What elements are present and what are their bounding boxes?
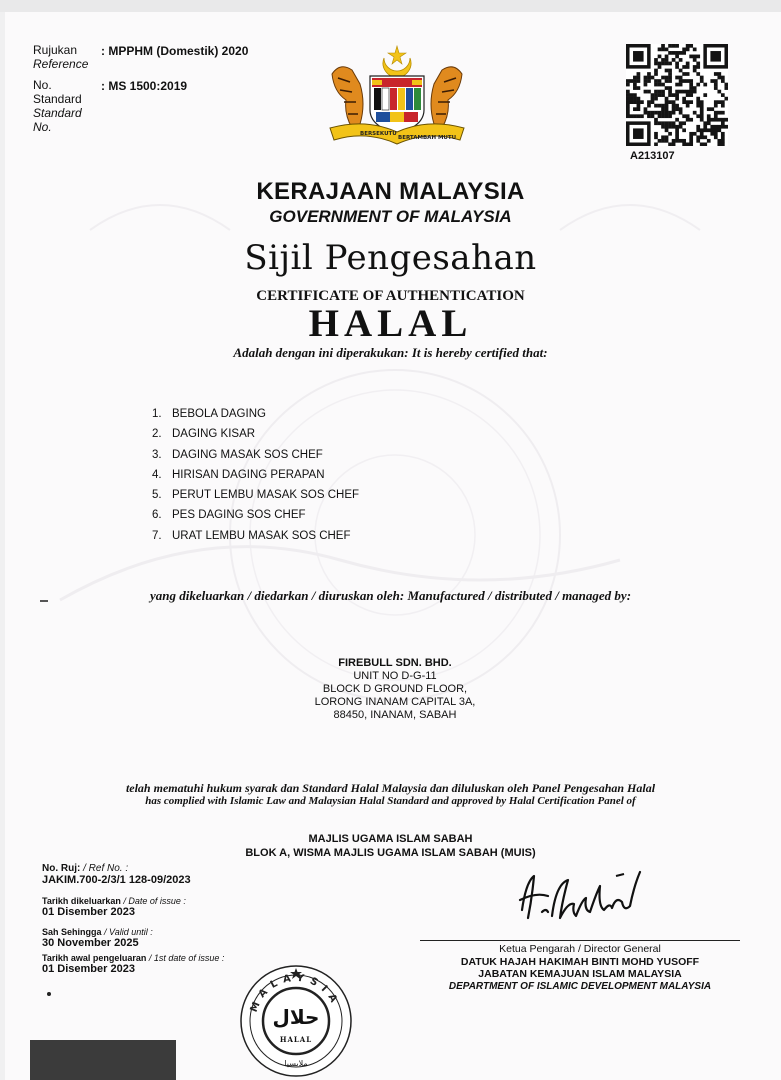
logo-ring-text: MALAYSIA	[248, 972, 342, 1014]
certified-that-statement: Adalah dengan ini diperakukan: It is hereby certified that:	[233, 345, 548, 360]
list-item: 5. PERUT LEMBU MASAK SOS CHEF	[152, 489, 360, 502]
certifying-body-name: MAJLIS UGAMA ISLAM SABAH	[308, 833, 473, 845]
ref-no-value: JAKIM.700-2/3/1 128-09/2023	[42, 874, 191, 886]
ref-no-block	[42, 863, 191, 886]
address-line: UNIT NO D-G-11	[353, 670, 437, 682]
redaction-block	[30, 1040, 176, 1080]
issue-date-label: Tarikh dikeluarkan	[42, 896, 121, 906]
certifying-body-address: BLOK A, WISMA MAJLIS UGAMA ISLAM SABAH (MUIS)	[245, 847, 536, 859]
manufacturer-statement: yang dikeluarkan / diedarkan / diuruskan oleh: Manufactured / distributed / managed by:	[149, 588, 632, 603]
issue-date-block	[42, 896, 186, 918]
left-edge-shade	[0, 12, 5, 1080]
qr-code-id: A213107	[630, 150, 675, 162]
list-item: 4. HIRISAN DAGING PERAPAN	[152, 468, 325, 481]
company-address-block	[280, 657, 510, 722]
signatory-name: DATUK HAJAH HAKIMAH BINTI MOHD YUSOFF	[460, 955, 700, 968]
standard-label-italic: Standard	[33, 106, 82, 120]
department-english: DEPARTMENT OF ISLAMIC DEVELOPMENT MALAYSIA	[448, 980, 712, 992]
signatory-block	[420, 943, 740, 993]
logo-halal-word: HALAL	[279, 1035, 313, 1044]
compliance-english: has complied with Islamic Law and Malaysian Halal Standard and approved by Halal Certification Panel of	[145, 795, 636, 807]
margin-dot	[47, 992, 51, 996]
list-item: 6. PES DAGING SOS CHEF	[152, 509, 306, 522]
signatory-title: Ketua Pengarah / Director General	[499, 943, 661, 955]
title-certificate: CERTIFICATE OF AUTHENTICATION	[256, 288, 525, 304]
first-issue-label-en: / 1st date of issue :	[148, 953, 225, 963]
issue-date-label-en: / Date of issue :	[123, 896, 186, 906]
halal-logo	[238, 963, 354, 1079]
coat-of-arms-emblem	[326, 44, 468, 146]
no-label-italic: No.	[33, 120, 52, 134]
list-item: 1. BEBOLA DAGING	[152, 408, 266, 420]
ref-no-label-en: / Ref No. :	[83, 863, 129, 874]
list-item: 7. URAT LEMBU MASAK SOS CHEF	[152, 529, 351, 542]
standard-label: Standard	[33, 92, 82, 106]
compliance-malay: telah mematuhi hukum syarak dan Standard Halal Malaysia dan diluluskan oleh Panel Pengesahan Halal	[125, 781, 656, 795]
first-issue-value: 01 Disember 2023	[42, 963, 135, 975]
title-halal: HALAL	[308, 302, 473, 345]
motto-right: BERTAMBAH MUTU	[398, 135, 457, 141]
no-label: No.	[33, 78, 52, 92]
address-line: LORONG INANAM CAPITAL 3A,	[314, 696, 476, 708]
qr-code	[626, 44, 728, 146]
list-item: 3. DAGING MASAK SOS CHEF	[152, 448, 323, 461]
standard-value: : MS 1500:2019	[101, 79, 188, 93]
valid-until-value: 30 November 2025	[42, 937, 139, 949]
signature-line	[420, 940, 740, 941]
address-line: BLOCK D GROUND FLOOR,	[322, 683, 468, 695]
logo-arabic-word: حلال	[272, 1005, 320, 1029]
list-item: 2. DAGING KISAR	[152, 428, 256, 441]
department-malay: JABATAN KEMAJUAN ISLAM MALAYSIA	[478, 968, 682, 981]
first-issue-label: Tarikh awal pengeluaran	[42, 953, 147, 963]
title-sijil-pengesahan: Sijil Pengesahan	[244, 238, 537, 278]
motto-left: BERSEKUTU	[360, 131, 397, 137]
valid-until-label-en: / Valid until :	[104, 927, 153, 937]
rujukan-value: : MPPHM (Domestik) 2020	[101, 44, 249, 58]
title-kerajaan: KERAJAAN MALAYSIA	[256, 178, 525, 205]
address-line: 88450, INANAM, SABAH	[333, 709, 457, 721]
rujukan-label: Rujukan	[33, 43, 78, 57]
title-government: GOVERNMENT OF MALAYSIA	[269, 207, 512, 226]
product-list	[152, 404, 359, 546]
first-issue-block	[42, 953, 224, 975]
issue-date-value: 01 Disember 2023	[42, 906, 135, 918]
reference-label: Reference	[33, 57, 89, 71]
signature-image	[512, 862, 652, 928]
ref-no-label: No. Ruj:	[42, 863, 81, 874]
valid-until-block	[42, 927, 153, 949]
top-edge-shade	[0, 0, 781, 12]
logo-jawi-text: ملايسيا	[284, 1059, 308, 1068]
valid-until-label: Sah Sehingga	[42, 927, 102, 937]
company-name: FIREBULL SDN. BHD.	[338, 657, 452, 669]
